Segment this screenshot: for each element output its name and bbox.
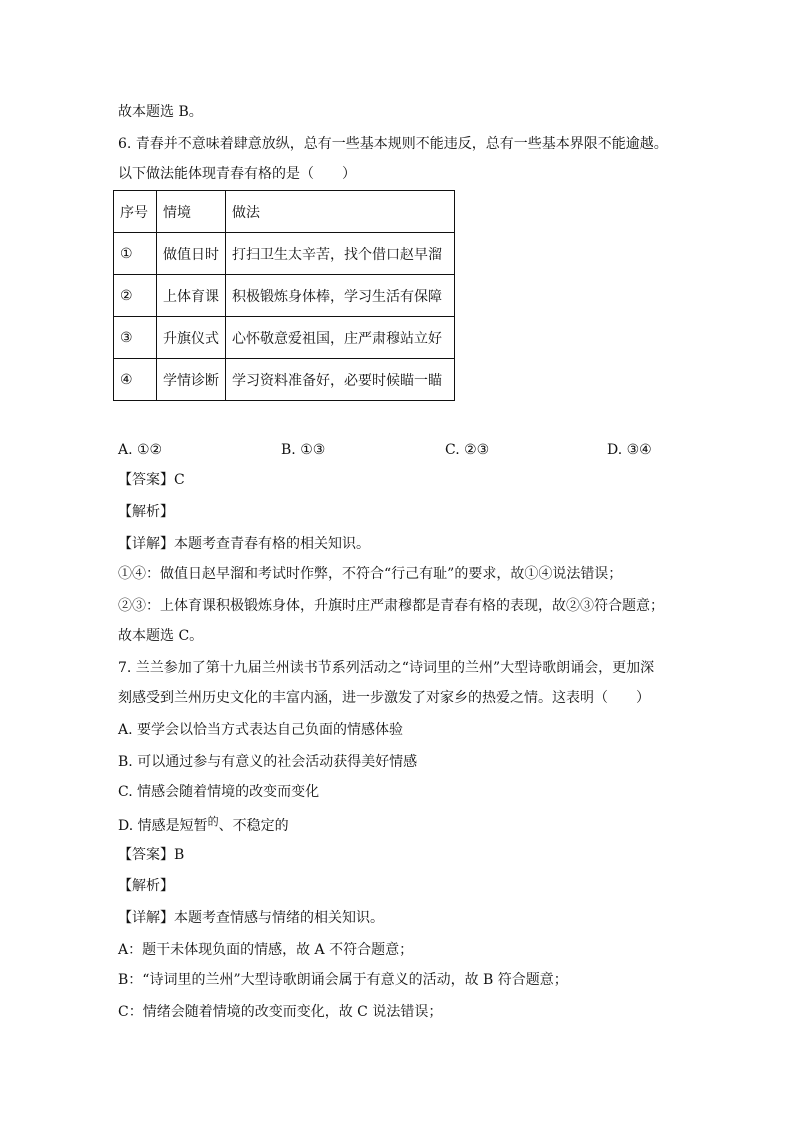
option-b: B. ①③ (281, 442, 326, 458)
q6-analysis-heading: 【解析】 (118, 504, 174, 520)
table-header-cell: 做法 (226, 191, 455, 233)
table-row (114, 275, 455, 317)
q6-stem-line1: 6. 青春并不意味着肆意放纵，总有一些基本规则不能违反，总有一些基本界限不能逾越。 (118, 136, 668, 152)
q7-option-c: C. 情感会随着情境的改变而变化 (118, 784, 320, 800)
table-cell: ④ (114, 359, 157, 401)
q7-option-b: B. 可以通过参与有意义的社会活动获得美好情感 (118, 754, 418, 770)
table-header-row (114, 191, 455, 233)
table-row (114, 359, 455, 401)
q6-detail: 【详解】本题考查青春有格的相关知识。 (118, 536, 370, 552)
q7-detail: 【详解】本题考查情感与情绪的相关知识。 (118, 910, 384, 926)
table-cell: 学情诊断 (157, 359, 226, 401)
q6-options (118, 440, 678, 460)
q7-option-d (118, 816, 289, 837)
q7-detail-line: B：“诗词里的兰州”大型诗歌朗诵会属于有意义的活动，故 B 符合题意； (118, 972, 568, 988)
table-cell: 做值日时 (157, 233, 226, 275)
table-header-cell: 序号 (114, 191, 157, 233)
q6-answer: 【答案】C (118, 472, 185, 488)
q6-table (113, 190, 455, 401)
line-prev-answer: 故本题选 B。 (118, 104, 203, 120)
q7-option-a: A. 要学会以恰当方式表达自己负面的情感体验 (118, 722, 404, 738)
table-cell: 上体育课 (157, 275, 226, 317)
q7-answer: 【答案】B (118, 847, 185, 863)
q7-stem-line1: 7. 兰兰参加了第十九届兰州读书节系列活动之“诗词里的兰州”大型诗歌朗诵会，更加深 (118, 660, 655, 676)
table-cell: 升旗仪式 (157, 317, 226, 359)
table-cell: ① (114, 233, 157, 275)
table-cell: 学习资料准备好，必要时候瞄一瞄 (226, 359, 455, 401)
table-cell: 心怀敬意爱祖国，庄严肃穆站立好 (226, 317, 455, 359)
q7-option-d-text-end: 、不稳定的 (218, 818, 289, 834)
table-row (114, 317, 455, 359)
q7-option-d-text: D. 情感是短暂 (118, 818, 208, 834)
table-cell: ③ (114, 317, 157, 359)
q7-option-d-sup: 的 (207, 815, 219, 828)
option-a: A. ①② (118, 442, 163, 458)
q7-stem-line2: 刻感受到兰州历史文化的丰富内涵，进一步激发了对家乡的热爱之情。这表明（ ） (118, 690, 650, 706)
q6-detail-line: ②③：上体育课积极锻炼身体，升旗时庄严肃穆都是青春有格的表现，故②③符合题意； (118, 598, 664, 614)
q7-detail-line: A：题干未体现负面的情感，故 A 不符合题意； (118, 942, 414, 958)
q6-stem-line2: 以下做法能体现青春有格的是（ ） (118, 166, 356, 182)
q7-analysis-heading: 【解析】 (118, 878, 174, 894)
option-d: D. ③④ (607, 442, 652, 458)
table-header-cell: 情境 (157, 191, 226, 233)
q6-detail-line: ①④：做值日赵早溜和考试时作弊，不符合“行己有耻”的要求，故①④说法错误； (118, 566, 623, 582)
q6-conclusion: 故本题选 C。 (118, 628, 204, 644)
option-c: C. ②③ (445, 442, 490, 458)
table-row (114, 233, 455, 275)
table-cell: 积极锻炼身体棒，学习生活有保障 (226, 275, 455, 317)
table-cell: ② (114, 275, 157, 317)
table-cell: 打扫卫生太辛苦，找个借口赵早溜 (226, 233, 455, 275)
q7-detail-line: C：情绪会随着情境的改变而变化，故 C 说法错误； (118, 1004, 443, 1020)
